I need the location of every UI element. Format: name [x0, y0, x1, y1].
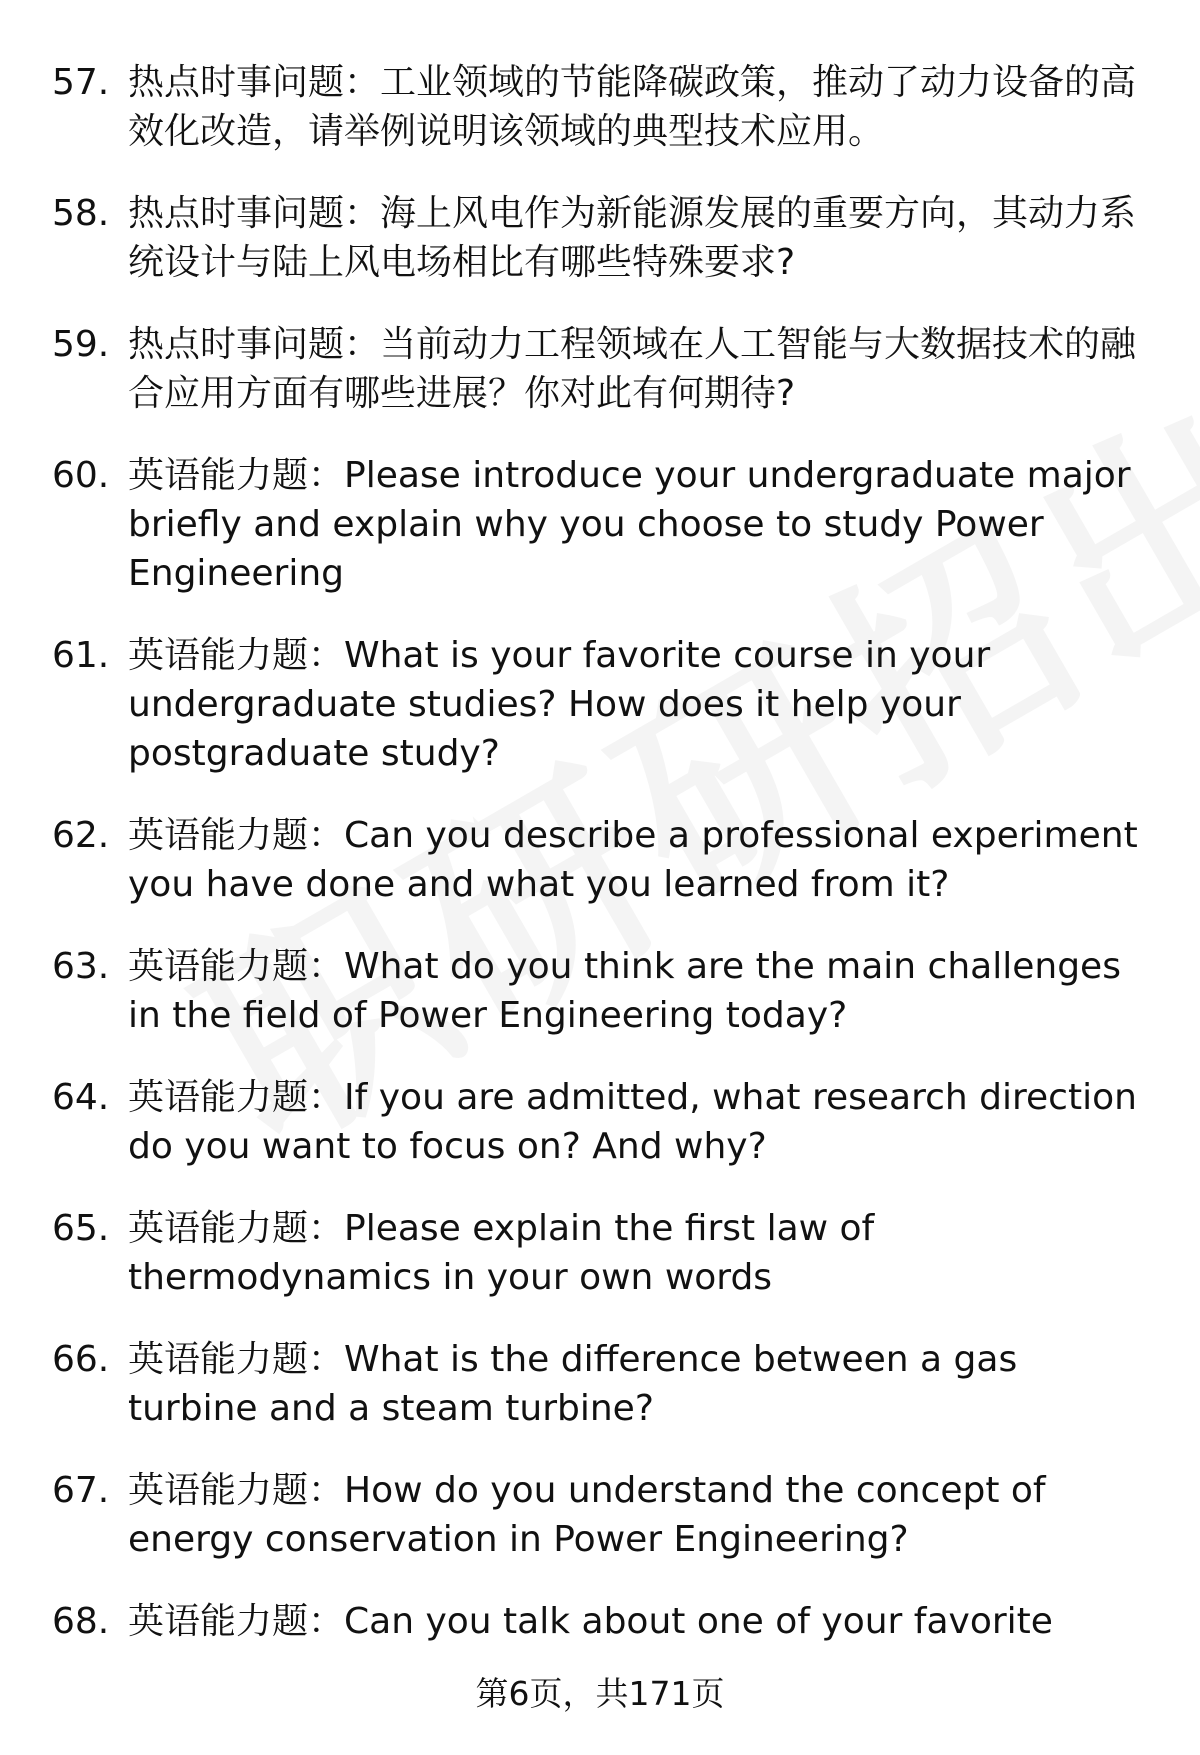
question-text: 热点时事问题：当前动力工程领域在人工智能与大数据技术的融合应用方面有哪些进展？你对此有何期待?	[128, 324, 1137, 414]
question-text: 英语能力题：Can you describe a professional experiment you have done and what you learned from it?	[128, 815, 1138, 905]
question-number: 66.	[52, 1339, 110, 1380]
question-number: 68.	[52, 1601, 110, 1642]
question-item	[52, 320, 1162, 418]
question-text: 英语能力题：Please introduce your undergraduate major briefly and explain why you choose to study Power Engineering	[128, 455, 1131, 594]
question-list	[52, 58, 1162, 1679]
question-item	[52, 1073, 1162, 1171]
question-text: 英语能力题：What is the difference between a gas turbine and a steam turbine?	[128, 1339, 1018, 1429]
question-text: 英语能力题：What is your favorite course in your undergraduate studies? How does it help your postgraduate study?	[128, 635, 991, 774]
question-text: 英语能力题：How do you understand the concept of energy conservation in Power Engineering?	[128, 1470, 1046, 1560]
question-number: 57.	[52, 62, 110, 103]
question-number: 60.	[52, 455, 110, 496]
question-item	[52, 58, 1162, 156]
question-number: 62.	[52, 815, 110, 856]
question-item	[52, 1597, 1162, 1646]
question-item	[52, 1204, 1162, 1302]
question-text: 英语能力题：What do you think are the main challenges in the field of Power Engineering today?	[128, 946, 1121, 1036]
question-number: 64.	[52, 1077, 110, 1118]
question-item	[52, 942, 1162, 1040]
question-text: 英语能力题：Can you talk about one of your favorite	[128, 1601, 1053, 1642]
question-text: 热点时事问题：工业领域的节能降碳政策，推动了动力设备的高效化改造，请举例说明该领域的典型技术应用。	[128, 62, 1137, 152]
question-number: 59.	[52, 324, 110, 365]
question-item	[52, 1335, 1162, 1433]
question-number: 63.	[52, 946, 110, 987]
question-number: 58.	[52, 193, 110, 234]
question-item	[52, 631, 1162, 778]
question-item	[52, 1466, 1162, 1564]
question-item	[52, 811, 1162, 909]
question-number: 61.	[52, 635, 110, 676]
question-text: 热点时事问题：海上风电作为新能源发展的重要方向，其动力系统设计与陆上风电场相比有哪些特殊要求?	[128, 193, 1137, 283]
question-text: 英语能力题：Please explain the first law of thermodynamics in your own words	[128, 1208, 875, 1298]
question-number: 65.	[52, 1208, 110, 1249]
question-number: 67.	[52, 1470, 110, 1511]
question-text: 英语能力题：If you are admitted, what research direction do you want to focus on? And why?	[128, 1077, 1137, 1167]
question-item	[52, 451, 1162, 598]
page-footer: 第6页，共171页	[475, 1674, 725, 1713]
question-item	[52, 189, 1162, 287]
